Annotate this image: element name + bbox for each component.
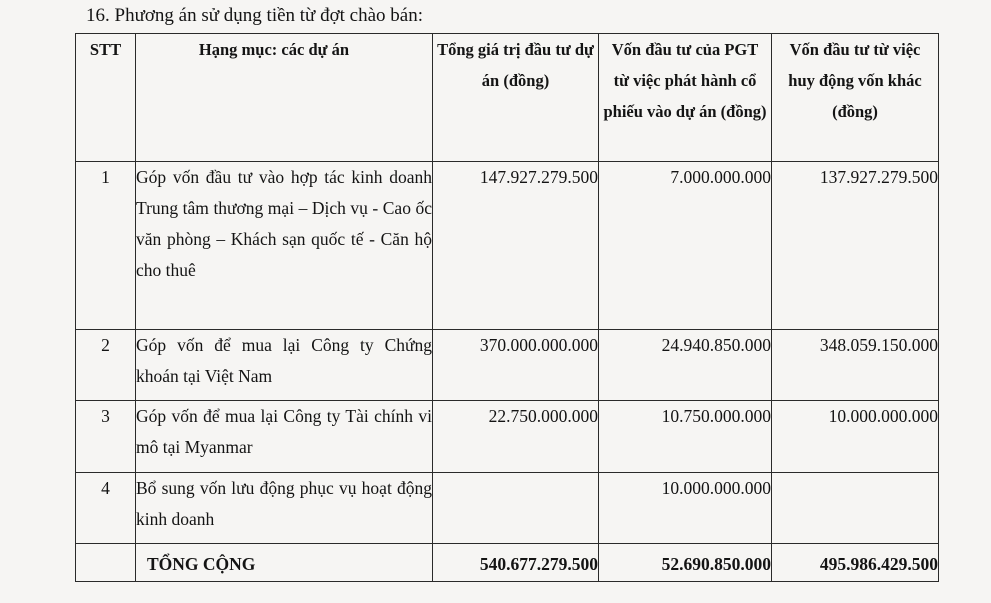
- cell-total-value: 370.000.000.000: [433, 330, 599, 401]
- cell-item: Góp vốn đầu tư vào hợp tác kinh doanh Trung tâm thương mại – Dịch vụ - Cao ốc văn phòng – Khách sạn quốc tế - Căn hộ cho thuê: [136, 162, 433, 330]
- cell-item: Bổ sung vốn lưu động phục vụ hoạt động kinh doanh: [136, 473, 433, 544]
- header-total-value: Tổng giá trị đầu tư dự án (đồng): [433, 34, 599, 162]
- cell-total-value: 22.750.000.000: [433, 401, 599, 473]
- cell-other-capital: 10.000.000.000: [772, 401, 939, 473]
- cell-pgt-capital: 24.940.850.000: [599, 330, 772, 401]
- cell-pgt-capital: 10.750.000.000: [599, 401, 772, 473]
- cell-pgt-capital: 10.000.000.000: [599, 473, 772, 544]
- cell-total-label: TỔNG CỘNG: [136, 544, 433, 582]
- total-row: [76, 544, 939, 582]
- cell-stt: 2: [76, 330, 136, 401]
- cell-stt: [76, 544, 136, 582]
- cell-other-capital: 348.059.150.000: [772, 330, 939, 401]
- table-row: [76, 473, 939, 544]
- table-row: [76, 401, 939, 473]
- cell-item: Góp vốn để mua lại Công ty Chứng khoán tại Việt Nam: [136, 330, 433, 401]
- cell-stt: 4: [76, 473, 136, 544]
- cell-total-value: 147.927.279.500: [433, 162, 599, 330]
- fund-usage-table: [75, 33, 939, 582]
- cell-other-capital: [772, 473, 939, 544]
- cell-pgt-capital: 52.690.850.000: [599, 544, 772, 582]
- cell-stt: 1: [76, 162, 136, 330]
- header-pgt-capital: Vốn đầu tư của PGT từ việc phát hành cổ phiếu vào dự án (đồng): [599, 34, 772, 162]
- cell-other-capital: 137.927.279.500: [772, 162, 939, 330]
- cell-pgt-capital: 7.000.000.000: [599, 162, 772, 330]
- header-stt: STT: [76, 34, 136, 162]
- table-row: [76, 330, 939, 401]
- table-header-row: [76, 34, 939, 162]
- table-row: [76, 162, 939, 330]
- cell-item: Góp vốn để mua lại Công ty Tài chính vi mô tại Myanmar: [136, 401, 433, 473]
- section-heading: 16. Phương án sử dụng tiền từ đợt chào bán:: [86, 5, 424, 26]
- cell-other-capital: 495.986.429.500: [772, 544, 939, 582]
- cell-total-value: [433, 473, 599, 544]
- header-item: Hạng mục: các dự án: [136, 34, 433, 162]
- cell-stt: 3: [76, 401, 136, 473]
- header-other-capital: Vốn đầu tư từ việc huy động vốn khác (đồng): [772, 34, 939, 162]
- cell-total-value: 540.677.279.500: [433, 544, 599, 582]
